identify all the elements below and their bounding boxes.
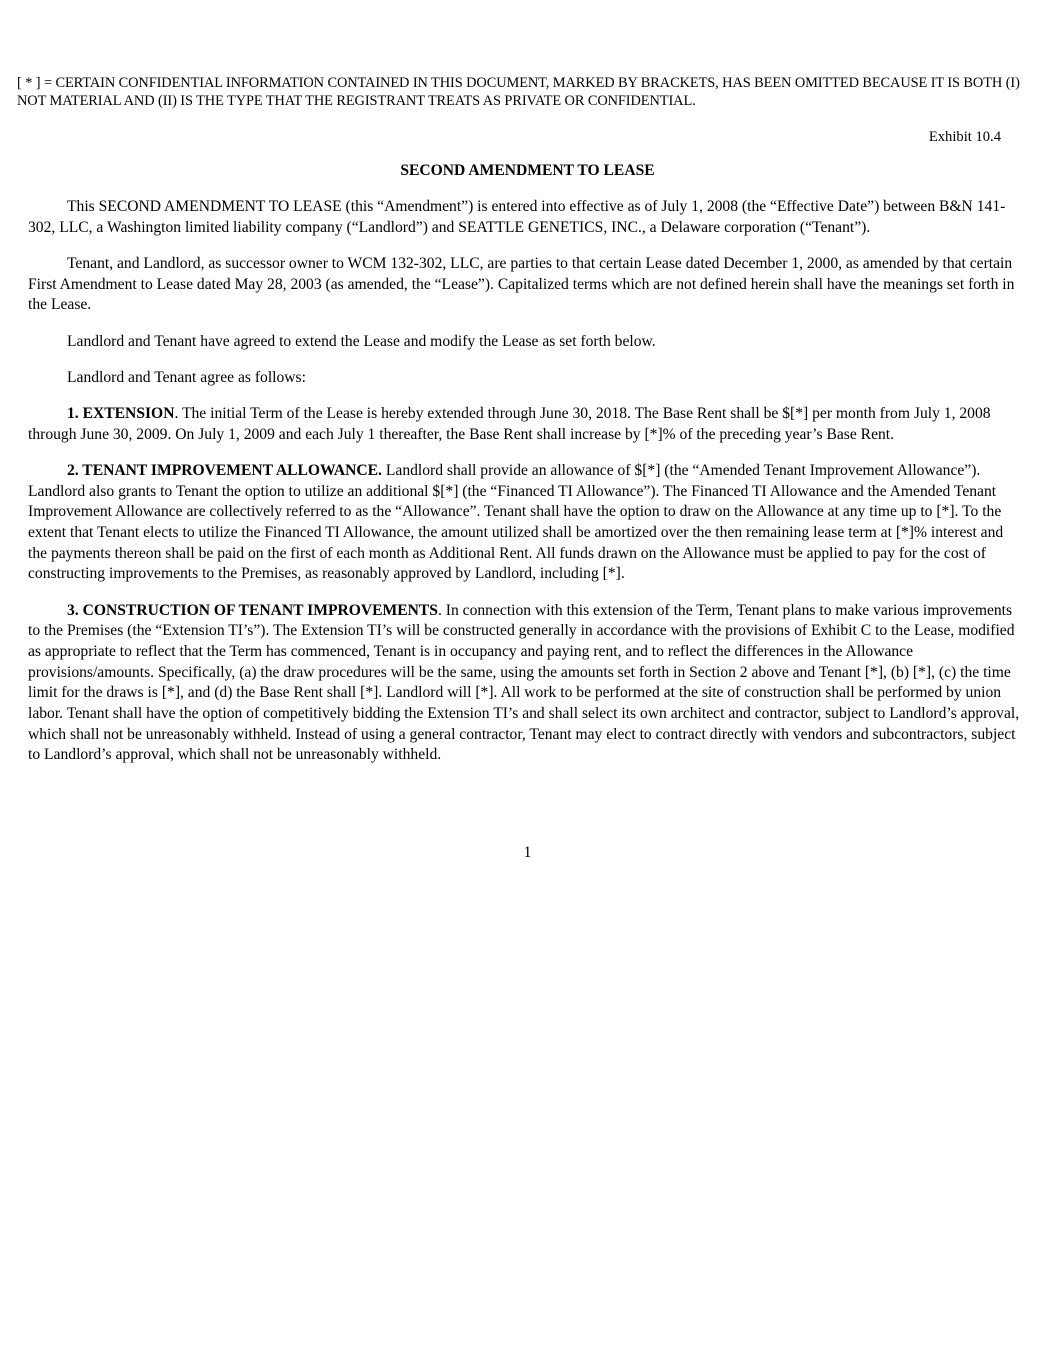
section-text: . The initial Term of the Lease is hereby extended through June 30, 2018. The Base Rent shall be $[*] per month from July 1, 2008 through June 30, 2009. On July 1, 2009 and each July 1 thereafter, the Base Rent shall increase by [*]% of the preceding year’s Base Rent. — [28, 404, 991, 443]
agree-as-follows-paragraph: Landlord and Tenant agree as follows: — [67, 368, 306, 386]
section-text: Landlord shall provide an allowance of $[*] (the “Amended Tenant Improvement Allowance”). Landlord also grants to Tenant the option to utilize an additional $[*] (the “Financed TI Allowance”). The Financed TI Allowance and the Amended Tenant Improvement Allowance are collectively referred to as the “Allowance”. Tenant shall have the option to draw on the Allowance at any time up to [*]. To the extent that Tenant elects to utilize the Financed TI Allowance, the amount utilized shall be amortized over the then remaining lease term at [*]% interest and the payments thereon shall be paid on the first of each month as Additional Rent. All funds drawn on the Allowance must be applied to pay for the cost of constructing improvements to the Premises, as reasonably approved by Landlord, including [*]. — [28, 461, 1004, 583]
section-tenant-improvement-allowance — [28, 461, 1026, 585]
section-text: . In connection with this extension of the Term, Tenant plans to make various improvements to the Premises (the “Extension TI’s”). The Extension TI’s will be constructed generally in accordance with the provisions of Exhibit C to the Lease, modified as appropriate to reflect that the Term has commenced, Tenant is in occupancy and paying rent, and to reflect the differences in the Allowance provisions/amounts. Specifically, (a) the draw procedures will be the same, using the amounts set forth in Section 2 above and Tenant [*], (b) [*], (c) the time limit for the draws is [*], and (d) the Base Rent shall [*]. Landlord will [*]. All work to be performed at the site of construction shall be performed by union labor. Tenant shall have the option of competitively bidding the Extension TI’s and shall select its own architect and contractor, subject to Landlord’s approval, which shall not be unreasonably withheld. Instead of using a general contractor, Tenant may elect to contract directly with vendors and subcontractors, subject to Landlord’s approval, which shall not be unreasonably withheld. — [28, 601, 1020, 764]
document-title: SECOND AMENDMENT TO LEASE — [400, 162, 655, 179]
recital-paragraph: Tenant, and Landlord, as successor owner to WCM 132-302, LLC, are parties to that certain Lease dated December 1, 2000, as amended by that certain First Amendment to Lease dated May 28, 2003 (as amended, the “Lease”). Capitalized terms which are not defined herein shall have the meanings set forth in the Lease. — [28, 254, 1015, 314]
section-construction — [28, 601, 1026, 767]
section-heading: 3. CONSTRUCTION OF TENANT IMPROVEMENTS — [67, 601, 438, 619]
exhibit-label: Exhibit 10.4 — [928, 129, 1001, 145]
section-extension — [28, 404, 1026, 445]
document-body — [28, 197, 1026, 782]
page-number: 1 — [523, 844, 532, 861]
section-heading: 1. EXTENSION — [67, 404, 175, 422]
agreement-paragraph: Landlord and Tenant have agreed to extend the Lease and modify the Lease as set forth below. — [67, 332, 656, 350]
section-heading: 2. TENANT IMPROVEMENT ALLOWANCE. — [67, 461, 382, 479]
confidentiality-notice: [ * ] = CERTAIN CONFIDENTIAL INFORMATION CONTAINED IN THIS DOCUMENT, MARKED BY BRACKETS, HAS BEEN OMITTED BECAUSE IT IS BOTH (I) NOT MATERIAL AND (II) IS THE TYPE THAT THE REGISTRANT TREATS AS PRIVATE OR CONFIDENTIAL. — [17, 75, 1020, 109]
intro-paragraph: This SECOND AMENDMENT TO LEASE (this “Amendment”) is entered into effective as of July 1, 2008 (the “Effective Date”) between B&N 141-302, LLC, a Washington limited liability company (“Landlord”) and SEATTLE GENETICS, INC., a Delaware corporation (“Tenant”). — [28, 198, 1006, 236]
